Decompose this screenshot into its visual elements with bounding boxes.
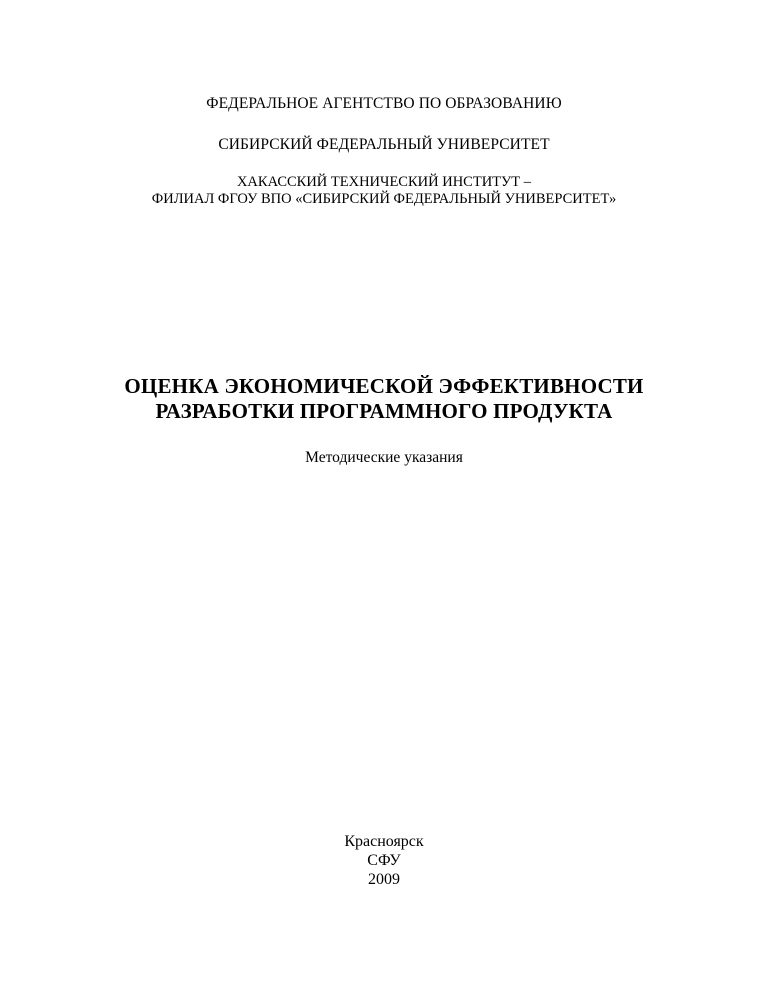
institute-heading-line-1: ХАКАССКИЙ ТЕХНИЧЕСКИЙ ИНСТИТУТ – bbox=[236, 174, 532, 190]
institute-heading-line-2: ФИЛИАЛ ФГОУ ВПО «СИБИРСКИЙ ФЕДЕРАЛЬНЫЙ УНИВЕРСИТЕТ» bbox=[151, 191, 617, 207]
university-heading: СИБИРСКИЙ ФЕДЕРАЛЬНЫЙ УНИВЕРСИТЕТ bbox=[218, 136, 550, 153]
publication-year: 2009 bbox=[368, 871, 400, 888]
agency-heading: ФЕДЕРАЛЬНОЕ АГЕНТСТВО ПО ОБРАЗОВАНИЮ bbox=[206, 95, 562, 112]
document-title-line-1: ОЦЕНКА ЭКОНОМИЧЕСКОЙ ЭФФЕКТИВНОСТИ bbox=[124, 374, 644, 398]
document-subtitle: Методические указания bbox=[305, 449, 463, 466]
publisher-name: СФУ bbox=[367, 852, 401, 869]
document-title-line-2: РАЗРАБОТКИ ПРОГРАММНОГО ПРОДУКТА bbox=[155, 399, 613, 423]
publication-city: Красноярск bbox=[344, 833, 424, 850]
